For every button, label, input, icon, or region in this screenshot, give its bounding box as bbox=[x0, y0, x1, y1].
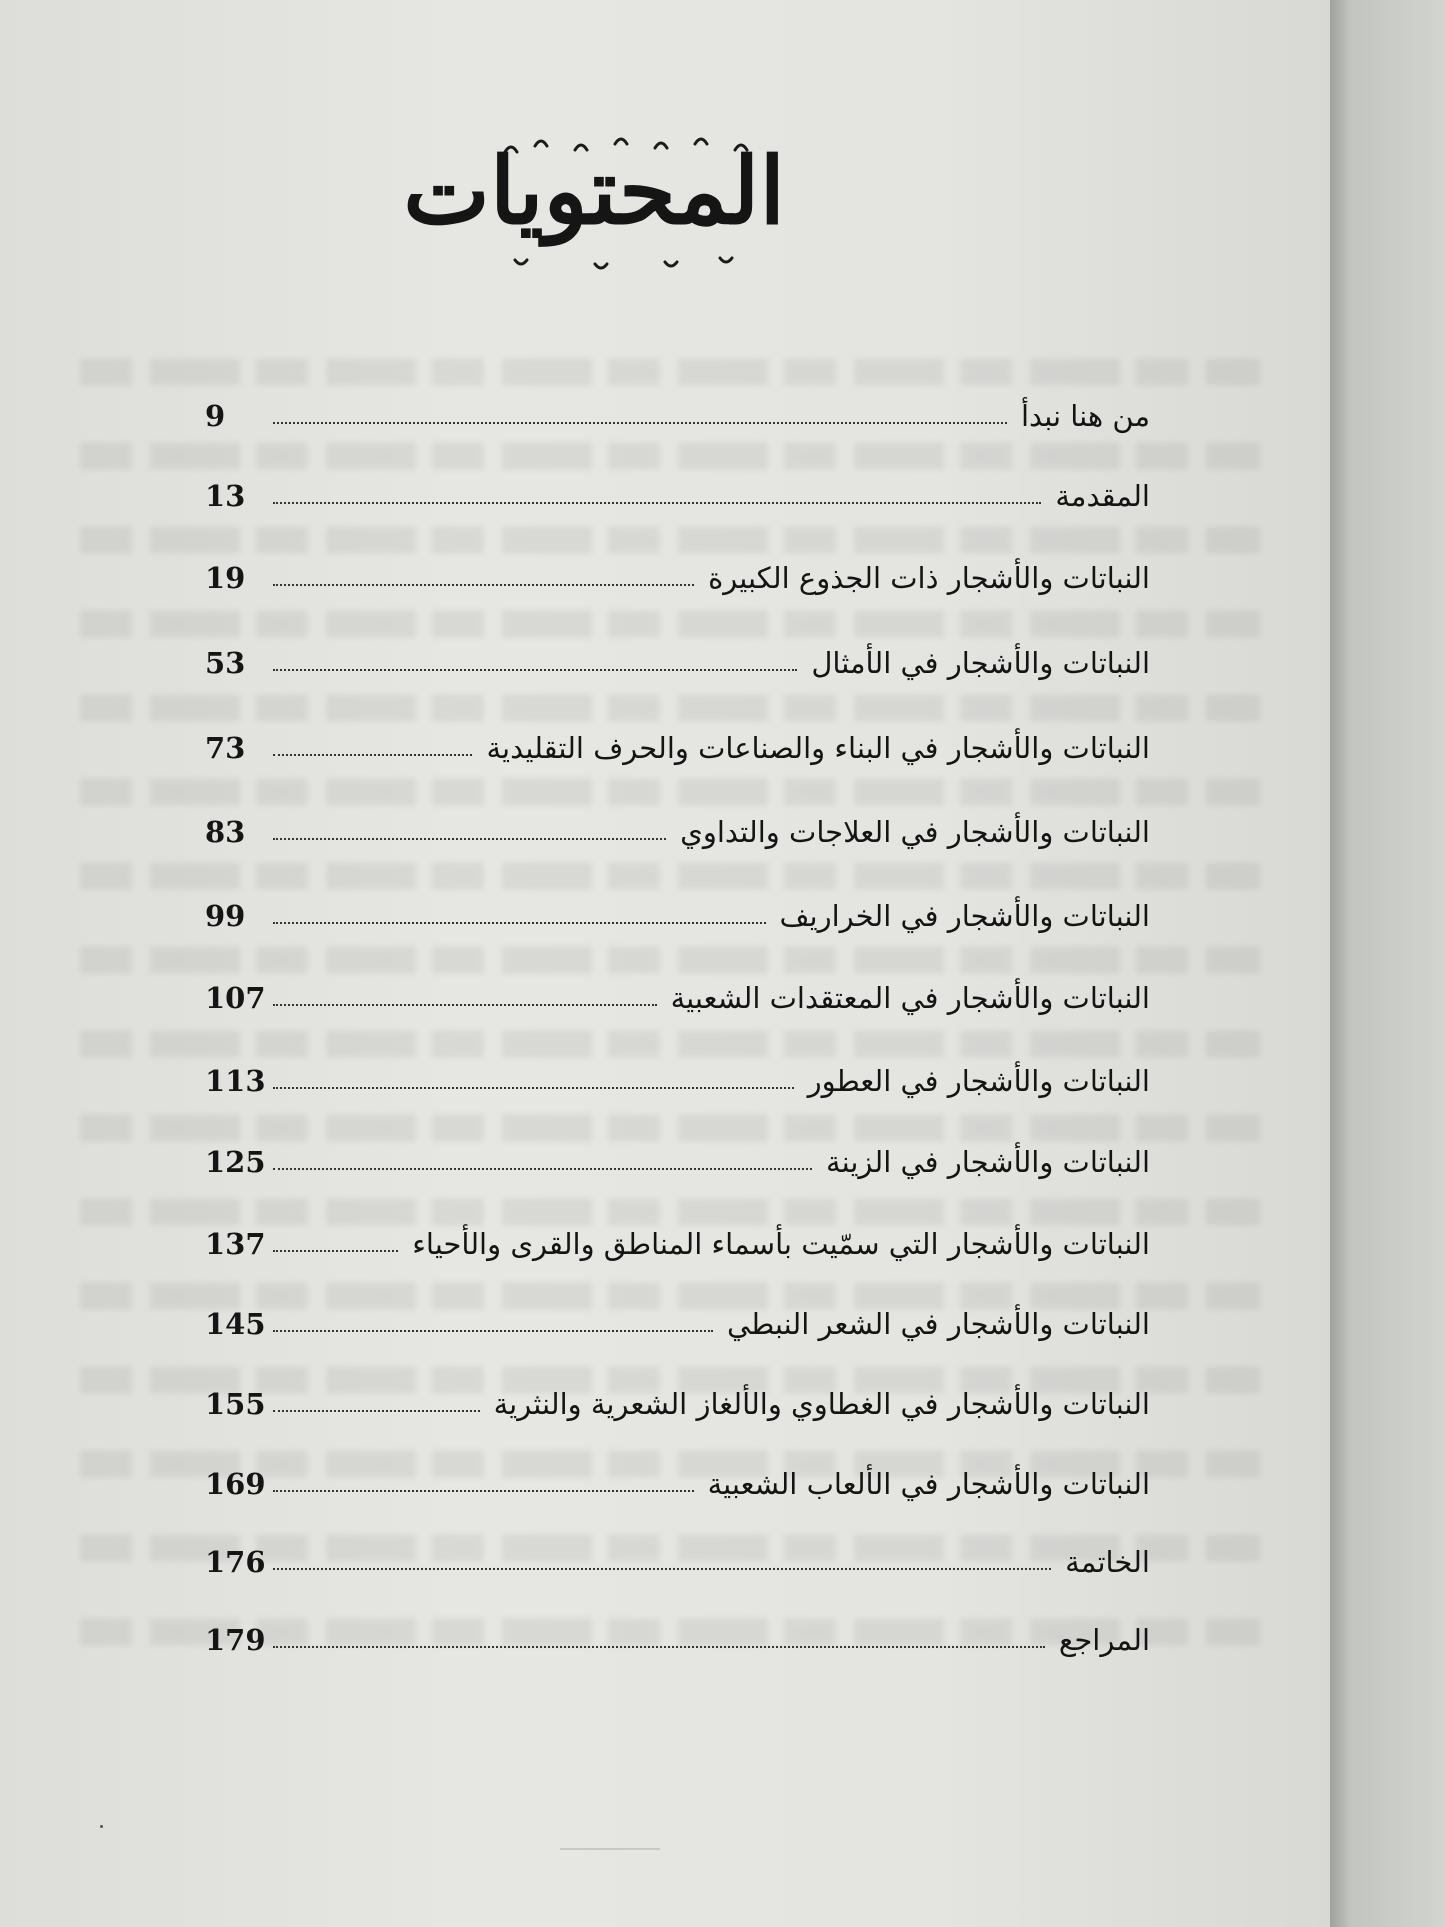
toc-entry-title: النباتات والأشجار ذات الجذوع الكبيرة bbox=[708, 561, 1150, 595]
toc-entry-title: النباتات والأشجار في الشعر النبطي bbox=[726, 1307, 1150, 1341]
toc-page-number: 83 bbox=[205, 815, 246, 849]
toc-entry-title: النباتات والأشجار في المعتقدات الشعبية bbox=[670, 981, 1150, 1015]
toc-page-number: 13 bbox=[205, 479, 246, 513]
toc-page-number: 53 bbox=[205, 646, 246, 680]
toc-entry[interactable] bbox=[205, 1296, 1150, 1352]
toc-entry[interactable] bbox=[205, 1612, 1150, 1668]
toc-entry[interactable] bbox=[205, 1134, 1150, 1190]
toc-dot-leader bbox=[273, 502, 1041, 504]
toc-dot-leader bbox=[273, 422, 1007, 424]
toc-dot-leader bbox=[273, 584, 694, 586]
paper-speck bbox=[100, 1825, 103, 1828]
toc-dot-leader bbox=[273, 754, 472, 756]
toc-page-number: 113 bbox=[205, 1064, 266, 1098]
toc-page-number: 155 bbox=[205, 1387, 266, 1421]
toc-dot-leader bbox=[273, 1087, 794, 1089]
toc-entry-title: النباتات والأشجار في الأمثال bbox=[811, 646, 1150, 680]
toc-entry-title: المقدمة bbox=[1055, 479, 1150, 513]
toc-page-number: 73 bbox=[205, 731, 246, 765]
contents-heading-text: المحتويات bbox=[403, 137, 785, 245]
adjacent-page-edge bbox=[1330, 0, 1445, 1927]
toc-entry[interactable] bbox=[205, 1053, 1150, 1109]
toc-entry[interactable] bbox=[205, 970, 1150, 1026]
toc-page-number: 176 bbox=[205, 1545, 266, 1579]
toc-entry-title: النباتات والأشجار في الخراريف bbox=[779, 899, 1150, 933]
toc-dot-leader bbox=[273, 1490, 694, 1492]
toc-dot-leader bbox=[273, 1004, 657, 1006]
toc-dot-leader bbox=[273, 838, 666, 840]
toc-entry-title: النباتات والأشجار في الألعاب الشعبية bbox=[707, 1467, 1150, 1501]
toc-page-number: 99 bbox=[205, 899, 246, 933]
toc-entry-title: النباتات والأشجار في العلاجات والتداوي bbox=[680, 815, 1150, 849]
toc-entry-title: النباتات والأشجار التي سمّيت بأسماء المناطق والقرى والأحياء bbox=[412, 1227, 1150, 1261]
toc-entry[interactable] bbox=[205, 720, 1150, 776]
toc-entry[interactable] bbox=[205, 635, 1150, 691]
toc-dot-leader bbox=[273, 1168, 812, 1170]
toc-entry[interactable] bbox=[205, 804, 1150, 860]
toc-entry-title: النباتات والأشجار في الغطاوي والألغاز الشعرية والنثرية bbox=[493, 1387, 1150, 1421]
toc-entry-title: النباتات والأشجار في الزينة bbox=[826, 1145, 1150, 1179]
toc-entry[interactable] bbox=[205, 550, 1150, 606]
toc-page-number: 107 bbox=[205, 981, 266, 1015]
table-of-contents bbox=[205, 388, 1150, 1708]
toc-entry-title: المراجع bbox=[1058, 1623, 1150, 1657]
toc-dot-leader bbox=[273, 669, 797, 671]
toc-page-number: 145 bbox=[205, 1307, 266, 1341]
toc-page-number: 125 bbox=[205, 1145, 266, 1179]
toc-entry-title: من هنا نبدأ bbox=[1020, 399, 1150, 433]
toc-entry[interactable] bbox=[205, 1376, 1150, 1432]
toc-dot-leader bbox=[273, 1646, 1045, 1648]
toc-dot-leader bbox=[273, 922, 766, 924]
toc-dot-leader bbox=[273, 1250, 398, 1252]
toc-page-number: 179 bbox=[205, 1623, 266, 1657]
toc-entry[interactable] bbox=[205, 888, 1150, 944]
toc-entry[interactable] bbox=[205, 468, 1150, 524]
toc-entry-title: النباتات والأشجار في البناء والصناعات والحرف التقليدية bbox=[486, 731, 1150, 765]
toc-page-number: 137 bbox=[205, 1227, 266, 1261]
toc-page-number: 9 bbox=[205, 399, 226, 433]
toc-entry[interactable] bbox=[205, 1456, 1150, 1512]
toc-page-number: 19 bbox=[205, 561, 246, 595]
toc-entry-title: النباتات والأشجار في العطور bbox=[807, 1064, 1150, 1098]
toc-dot-leader bbox=[273, 1330, 713, 1332]
toc-entry-title: الخاتمة bbox=[1065, 1545, 1150, 1579]
calligraphy-ornament-icon bbox=[403, 132, 785, 272]
toc-dot-leader bbox=[273, 1410, 480, 1412]
contents-heading bbox=[403, 132, 785, 272]
toc-dot-leader bbox=[273, 1568, 1051, 1570]
toc-entry[interactable] bbox=[205, 388, 1150, 444]
toc-entry[interactable] bbox=[205, 1534, 1150, 1590]
toc-entry[interactable] bbox=[205, 1216, 1150, 1272]
page-bottom-mark bbox=[560, 1848, 660, 1850]
toc-page-number: 169 bbox=[205, 1467, 266, 1501]
